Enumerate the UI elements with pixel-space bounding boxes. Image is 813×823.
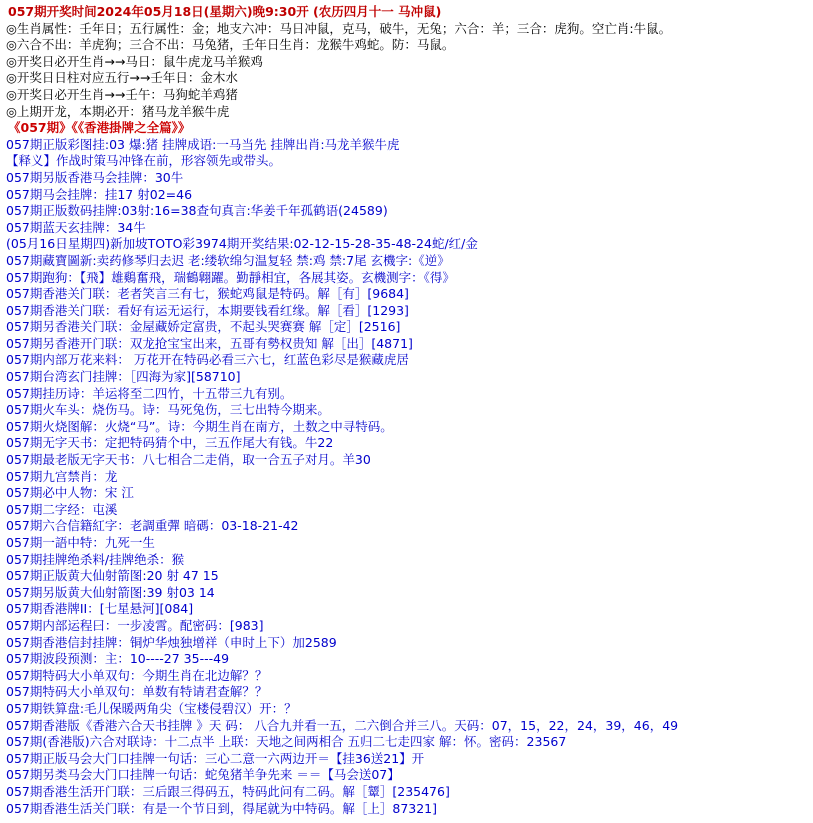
info-line: 057期香港关门联：看好有运无运行，本期要钱看红缘。解［看］[1293] [6,302,409,318]
info-line: 057期一語中特：九死一生 [6,535,155,550]
info-line: 057期挂牌绝杀料/挂牌绝杀：猴 [6,551,185,567]
info-line: 057期火车头：烧伤马。诗：马死兔伤，三七出特今期来。 [6,402,330,418]
info-line: 057期香港信封挂牌：铜炉华烛独增祥（申时上下）加2589 [6,634,337,650]
attribute-line: ◎开奖日必开生肖→→壬午：马狗蛇羊鸡猪 [6,86,238,102]
info-line: 057期台湾玄门挂牌：［四海为家][58710] [6,369,241,385]
info-line: 057期最老版无字天书：八七相合二走俏，取一合五子对月。羊30 [6,452,371,468]
info-line: 057期正版马会大门口挂牌一句话：三心二意一六两边开＝【挂36送21】开 [6,750,425,766]
info-line: 057期内部万花来料： 万花开在特码必看三六七，红蓝色彩尽是猴藏虎居 [6,352,409,368]
info-line: 057期另类马会大门口挂牌一句话：蛇兔猪羊争先来 ＝＝【马会送07】 [6,767,400,783]
attribute-line: ◎生肖属性：壬年日；五行属性：金；地支六冲：马日冲鼠，克马，破牛，无兔；六合：羊；三合：虎狗。空亡肖:牛鼠。 [6,20,672,36]
info-line: 057期波段预测：主：10----27 35---49 [6,651,230,667]
info-line: 057期正版黄大仙射箭图:20 射 47 15 [6,568,219,584]
attribute-line: ◎开奖日日柱对应五行→→壬年日：金木水 [6,70,238,86]
attribute-line: ◎开奖日必开生肖→→马日：鼠牛虎龙马羊猴鸡 [6,53,263,69]
info-line: 【释义】作战时策马冲锋在前，形容领先或带头。 [6,153,282,169]
info-line: 057期内部运程曰：一步凌霄。配密码：[983] [6,617,264,633]
info-line: 057期香港关门联：老者笑言三有七，猴蛇鸡鼠是特码。解［有］[9684] [6,286,409,302]
attributes-block [6,21,807,121]
section-title: 《057期》《《香港掛牌之全篇》》 [8,120,191,136]
draw-time-header: 057期开奖时间2024年05月18日(星期六)晚9:30开 (农历四月十一 马冲鼠) [8,4,442,19]
info-line: 057期藏寶圖新:卖药修琴归去迟 老:缕软绵匀温复轻 禁:鸡 禁:7尾 玄機字:《逆》 [6,252,450,268]
info-line: 057期挂历诗：羊运将至二四竹，十五带三九有别。 [6,385,293,401]
info-line: 057期六合信籍紅字：老調重彈 暗碼：03-18-21-42 [6,518,299,534]
info-line: 057期蓝天玄挂牌：34牛 [6,219,146,235]
attribute-line: ◎上期开龙，本期必开：猪马龙羊猴牛虎 [6,103,230,119]
info-line: 057期香港生活开门联：三后跟三得码五，特码此问有二码。解［颦］[235476] [6,783,450,799]
info-line: 057期跑狗：【飛】雄鷄奮飛，瑞鶴翺躍。勤靜相宜，各展其姿。玄機测字：《得》 [6,269,455,285]
info-line: 057期铁算盘:毛儿保暖两角尖（宝楼侵碧汉）开：？ [6,700,297,716]
info-line: 057期正版彩图挂:03 爆:猪 挂牌成语:一马当先 挂牌出肖:马龙羊猴牛虎 [6,136,400,152]
info-line: 057期另香港开门联：双龙抢宝宝出来，五哥有勢权贵知 解［出］[4871] [6,335,413,351]
info-line: (05月16日星期四)新加坡TOTO彩3974期开奖结果:02-12-15-28-35-48-24蛇/红/金 [6,236,478,252]
info-line: 057期九宫禁肖：龙 [6,468,118,484]
info-line: 057期香港牌II：[七星悬河][084] [6,601,194,617]
info-line: 057期另版黄大仙射箭图:39 射03 14 [6,584,215,600]
info-line: 057期二字经：屯溪 [6,501,118,517]
info-line: 057期特码大小单双句：今期生肖在北边解？？ [6,667,268,683]
info-line: 057期火烧图解：火烧“马”。诗：今期生肖在南方，土数之中寻特码。 [6,418,393,434]
info-line: 057期马会挂牌：挂17 射02=46 [6,186,193,202]
info-line: 057期必中人物：宋 江 [6,485,134,501]
info-line: 057期另版香港马会挂牌：30牛 [6,169,184,185]
info-line: 057期正版数码挂牌:03射:16=38查句真言:华姜千年孤鹤语(24589) [6,203,388,219]
info-line: 057期香港生活关门联：有是一个节日到，得尾就为中特码。解［上］87321] [6,800,438,816]
info-line: 057期香港版《香港六合天书挂牌 》天 码： 八合九并看一五，二六倒合并三八。天码：07，15，22，24，39，46，49 [6,717,679,733]
info-line: 057期(香港版)六合对联诗：十二点半 上联：天地之间两相合 五归二七走四家 解：怀。密码：23567 [6,734,567,750]
info-line: 057期另香港关门联：金屋藏娇定富贵，不起头哭赛赛 解［定］[2516] [6,319,401,335]
info-line: 057期无字天书：定把特码猜个中，三五作尾大有钱。牛22 [6,435,334,451]
attribute-line: ◎六合不出：羊虎狗；三合不出：马兔猪，壬年日生肖：龙猴牛鸡蛇。防：马鼠。 [6,37,455,53]
body-block [6,137,807,817]
info-line: 057期特码大小单双句：单数有特请君查解？？ [6,684,268,700]
